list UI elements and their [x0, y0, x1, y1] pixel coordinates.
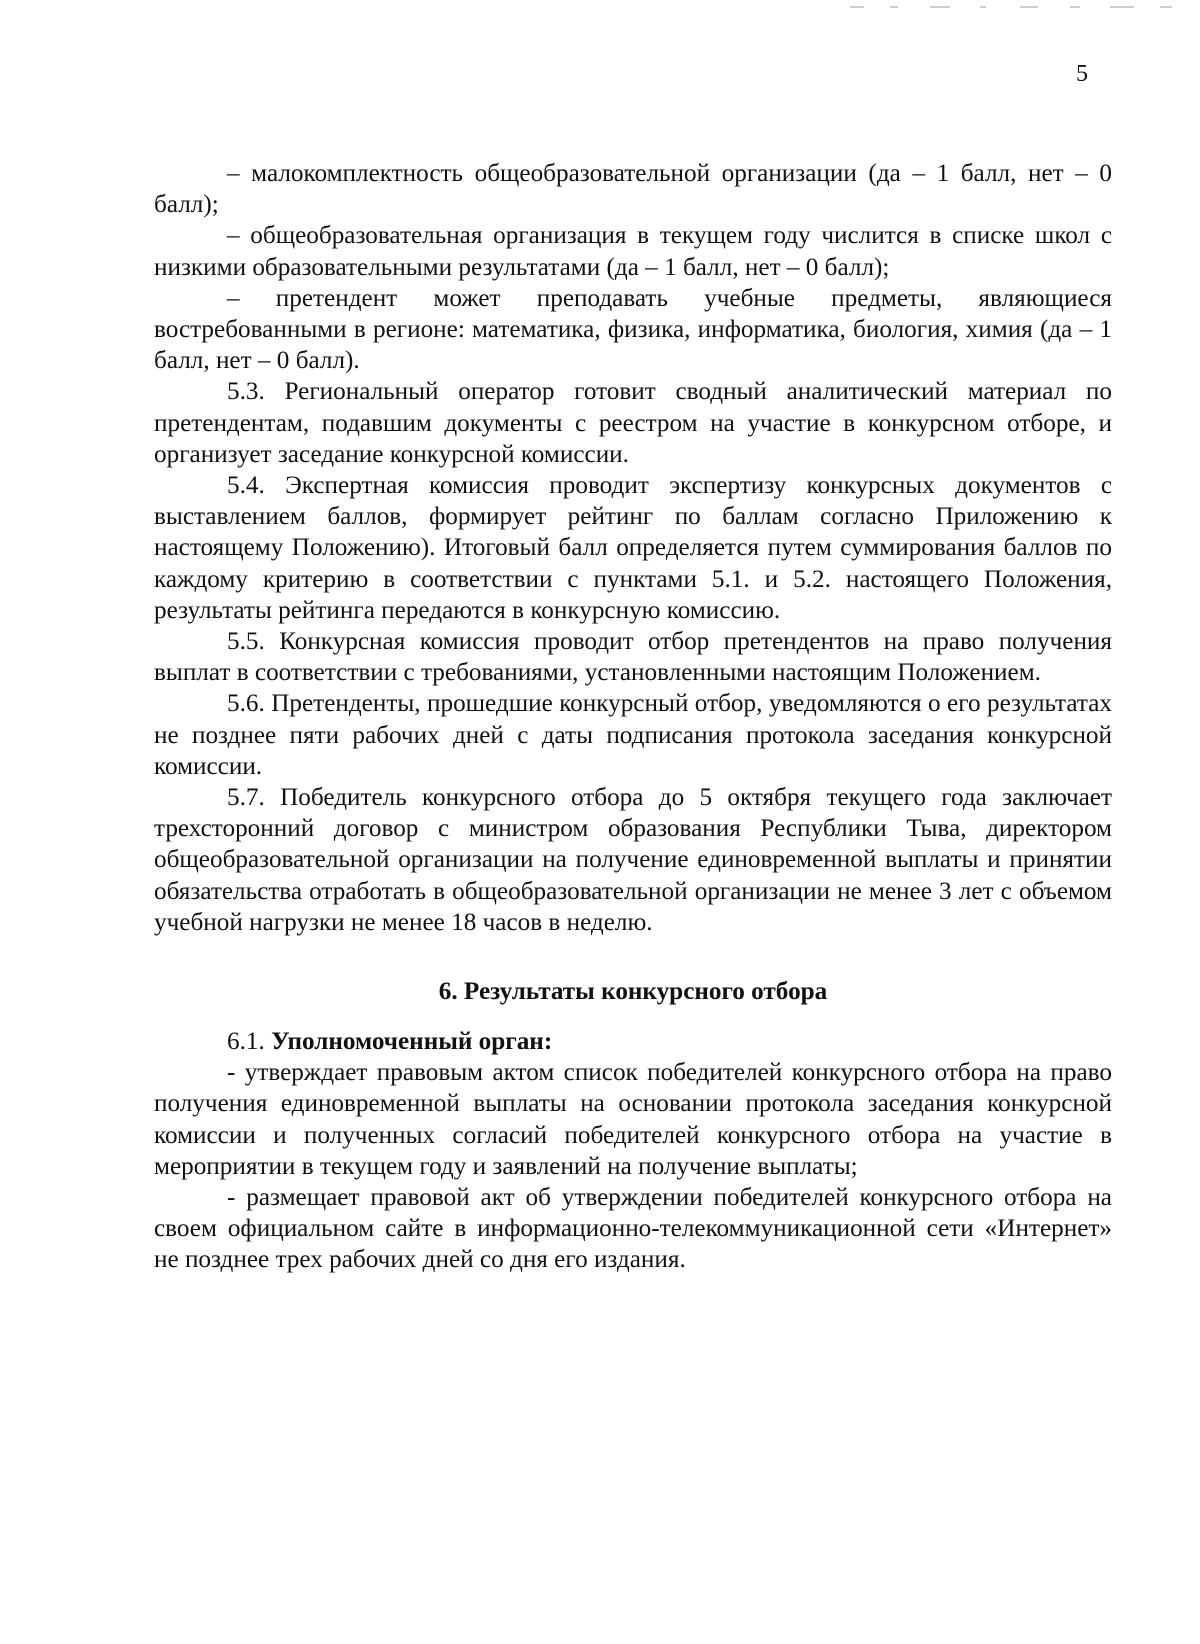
- item-6-1-number: 6.1.: [227, 1028, 272, 1055]
- item-6-1-title: Уполномоченный орган:: [271, 1028, 553, 1055]
- paragraph-criterion-small-school: – малокомплектность общеобразовательной организации (да – 1 балл, нет – 0 балл);: [154, 160, 1112, 219]
- paragraph-criterion-subjects: – претендент может преподавать учебные предметы, являющиеся востребованными в регионе: математика, физика, информатика, биология, химия (да – 1 балл, нет – 0 балл).: [154, 284, 1112, 375]
- item-6-1: [154, 1026, 1112, 1057]
- page-number: 5: [1076, 61, 1088, 87]
- scan-artifact: [850, 6, 1180, 10]
- paragraph-5-6: 5.6. Претенденты, прошедшие конкурсный отбор, уведомляются о его результатах не позднее пяти рабочих дней с даты подписания протокола заседания конкурсной комиссии.: [154, 690, 1112, 780]
- item-6-1-bullet-publish: - размещает правовой акт об утверждении победителей конкурсного отбора на своем официальном сайте в информационно-телекоммуникационной сети «Интернет» не позднее трех рабочих дней со дня его издания.: [154, 1184, 1112, 1274]
- paragraph-criterion-low-results: – общеобразовательная организация в текущем году числится в списке школ с низкими образовательными результатами (да – 1 балл, нет – 0 балл);: [154, 222, 1112, 281]
- paragraph-5-4: 5.4. Экспертная комиссия проводит экспертизу конкурсных документов с выставлением баллов, формирует рейтинг по баллам согласно Приложению к настоящему Положению). Итоговый балл определяется путем суммирования баллов по каждому критерию в соответствии с пунктами 5.1. и 5.2. настоящего Положения, результаты рейтинга передаются в конкурсную комиссию.: [154, 472, 1112, 624]
- paragraph-5-3: 5.3. Региональный оператор готовит сводный аналитический материал по претендентам, подавшим документы с реестром на участие в конкурсном отборе, и организует заседание конкурсной комиссии.: [154, 378, 1112, 468]
- paragraph-5-5: 5.5. Конкурсная комиссия проводит отбор претендентов на право получения выплат в соответствии с требованиями, установленными настоящим Положением.: [154, 628, 1112, 687]
- document-body: [154, 158, 1112, 938]
- paragraph-5-7: 5.7. Победитель конкурсного отбора до 5 октября текущего года заключает трехсторонний договор с министром образования Республики Тыва, директором общеобразовательной организации на получение единовременной выплаты и принятии обязательства отработать в общеобразовательной организации не менее 3 лет с объемом учебной нагрузки не менее 18 часов в неделю.: [154, 784, 1112, 936]
- item-6-1-bullet-approve: - утверждает правовым актом список победителей конкурсного отбора на право получения единовременной выплаты на основании протокола заседания конкурсной комиссии и полученных согласий победителей конкурсного отбора на участие в мероприятии в текущем году и заявлений на получение выплаты;: [154, 1059, 1112, 1180]
- section-6-heading: 6. Результаты конкурсного отбора: [438, 978, 828, 1005]
- section-6-body: [154, 1026, 1112, 1276]
